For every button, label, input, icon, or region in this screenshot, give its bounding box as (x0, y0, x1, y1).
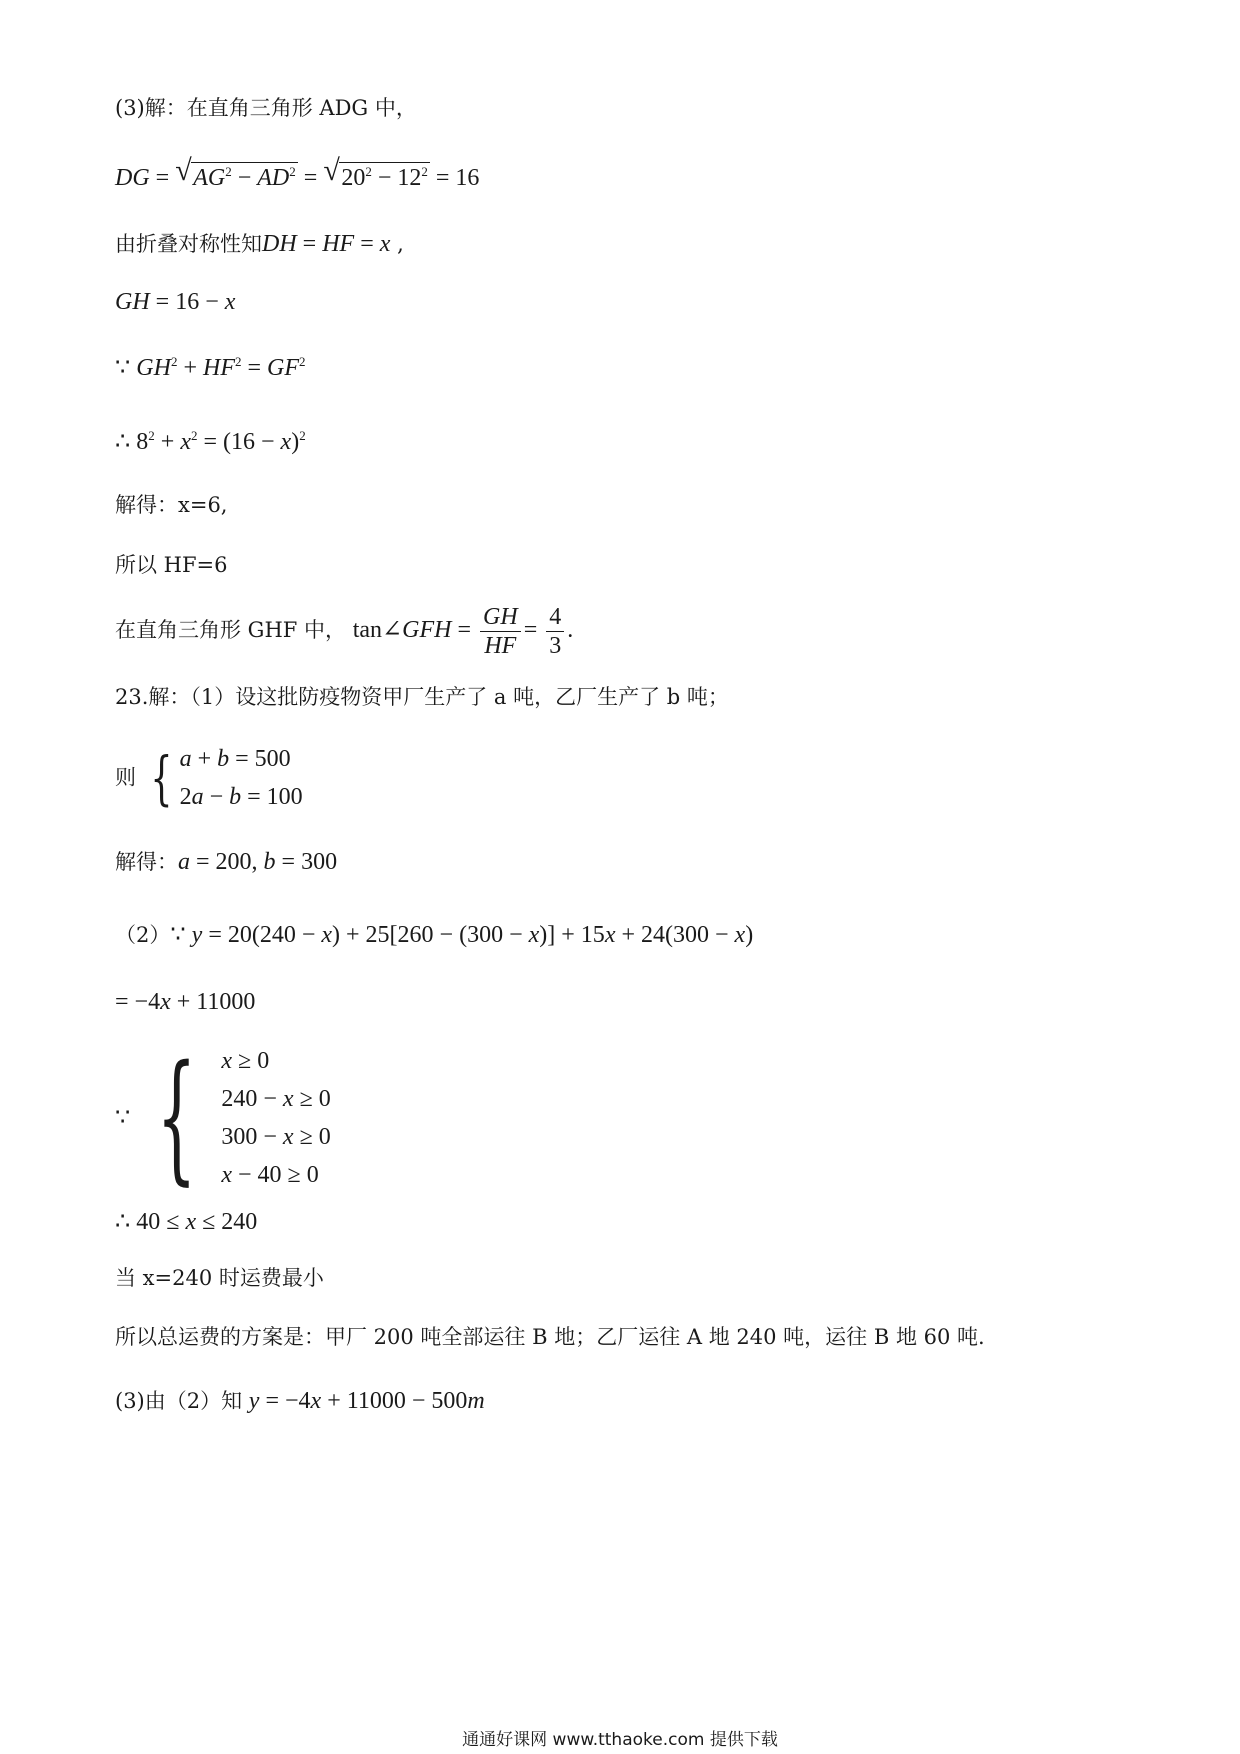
text-line-1: (3)解：在直角三角形 ADG 中， (115, 96, 417, 120)
text-line-11-prefix: 则 (115, 765, 136, 790)
text-line-9: 在直角三角形 GHF 中， tan∠GFH = $\frac{GH}{HF}$ = $\frac{4}{3}$ . (115, 604, 574, 659)
formula-pythagoras: ∵ $GH^2 + HF^2 = GF^2$ (115, 354, 306, 381)
formula-range: ∴ 40 ≤ x ≤ 240 (115, 1209, 258, 1235)
text-line-18: 所以总运费的方案是：甲厂 200 吨全部运往 B 地；乙厂运往 A 地 240 吨，运往 B 地 60 吨. (115, 1325, 985, 1349)
system-ab: 则 { a + b = 500 2a − b = 100 (115, 744, 303, 812)
formula-y-simplified: = −4x + 11000 (115, 989, 256, 1015)
system-inequalities: ∵ { x ≥ 0 240 − x ≥ 0 300 − x ≥ 0 x − 40 ≥ 0 (115, 1036, 331, 1199)
text-line-19: (3)由（2）知 y = −4x + 11000 − 500m (115, 1388, 485, 1414)
formula-gh: GH = 16 − x (115, 289, 236, 315)
text-line-19-prefix: (3)由（2）知 (115, 1389, 243, 1413)
text-line-7: 解得：x=6, (115, 493, 228, 517)
formula-equation: ∴ $8^2 + x^2 = (16 - x)^2$ (115, 428, 306, 455)
text-line-12: 解得：a = 200, b = 300 (115, 849, 338, 875)
text-line-9-prefix: 在直角三角形 GHF 中， (115, 618, 347, 643)
formula-dg: DG = √ $AG^2 - AD^2$ = √ $20^2 - 12^2 = 16$ (115, 154, 480, 191)
text-line-17: 当 x=240 时运费最小 (115, 1266, 324, 1290)
page-footer: 通通好课网 www.tthaoke.com 提供下载 (462, 1730, 778, 1750)
text-line-3-prefix: 由折叠对称性知 (115, 232, 262, 256)
text-line-13: （2）∵ y = 20(240 − x) + 25[260 − (300 − x)] + 15x + 24(300 − x) (115, 922, 754, 948)
text-line-8: 所以 HF=6 (115, 553, 228, 577)
text-line-10: 23.解：（1）设这批防疫物资甲厂生产了 a 吨，乙厂生产了 b 吨； (115, 685, 729, 709)
text-line-12-prefix: 解得： (115, 850, 178, 874)
text-line-3: 由折叠对称性知DH = HF = x , (115, 231, 404, 257)
text-line-13-prefix: （2） (115, 923, 171, 947)
